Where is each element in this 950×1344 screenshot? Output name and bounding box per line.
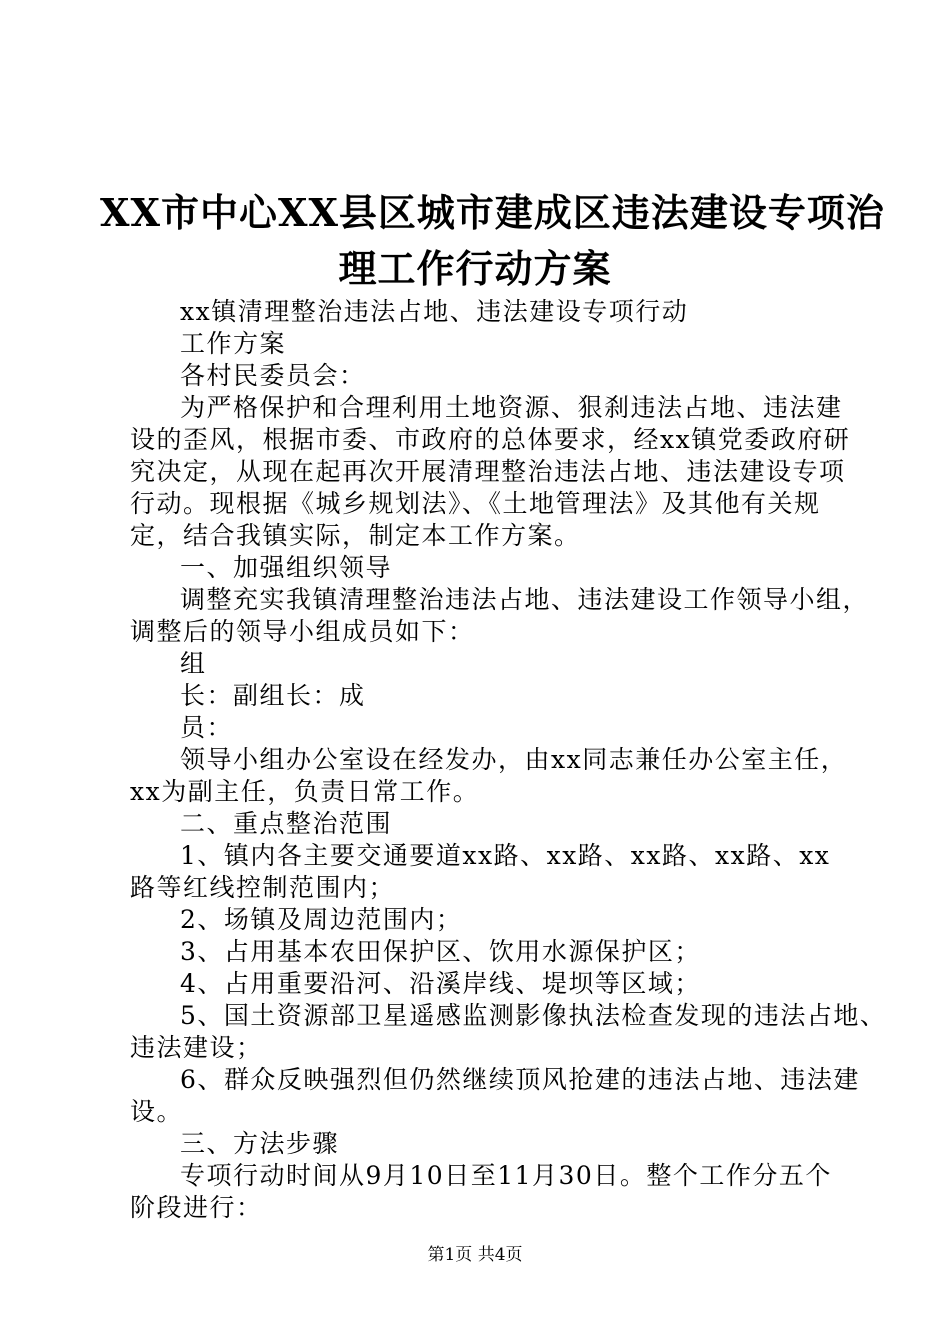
document-body [130,296,887,1224]
body-line: 长：副组长：成 [180,681,366,710]
list-item: 4、占用重要沿河、沿溪岸线、堤坝等区域； [180,969,701,998]
list-item: 3、占用基本农田保护区、饮用水源保护区； [180,937,701,966]
page-footer: 第1页 共4页 [427,1245,523,1265]
body-line: 领导小组办公室设在经发办，由xx同志兼任办公室主任， [180,745,848,774]
body-line: 究决定，从现在起再次开展清理整治违法占地、违法建设专项 [130,457,846,486]
document-title-line-2: 理工作行动方案 [338,246,612,291]
body-line: 工作方案 [180,329,287,358]
list-item: 5、国土资源部卫星遥感监测影像执法检查发现的违法占地、 [180,1001,887,1030]
list-item: 1、镇内各主要交通要道xx路、xx路、xx路、xx路、xx [180,841,831,870]
section-heading: 二、重点整治范围 [180,809,393,838]
section-heading: 三、方法步骤 [180,1129,340,1158]
list-item-continued: 设。 [130,1097,184,1126]
body-line: 各村民委员会： [180,361,366,390]
list-item-continued: 违法建设； [130,1033,263,1062]
list-item-continued: 路等红线控制范围内； [130,873,396,902]
body-line: xx为副主任，负责日常工作。 [130,777,480,806]
body-line: 为严格保护和合理利用土地资源、狠刹违法占地、违法建 [180,393,843,422]
body-line: 调整后的领导小组成员如下： [130,617,475,646]
body-line: 专项行动时间从9月10日至11月30日。整个工作分五个 [180,1161,832,1190]
body-line: 员： [180,713,234,742]
list-item: 6、群众反映强烈但仍然继续顶风抢建的违法占地、违法建 [180,1065,860,1094]
section-heading: 一、加强组织领导 [180,553,393,582]
list-item: 2、场镇及周边范围内； [180,905,463,934]
body-line: xx镇清理整治违法占地、违法建设专项行动 [180,297,689,326]
body-line: 阶段进行： [130,1193,263,1222]
body-line: 行动。现根据《城乡规划法》、《土地管理法》及其他有关规 [130,489,821,518]
body-line: 组 [180,649,207,678]
body-line: 定，结合我镇实际，制定本工作方案。 [130,521,581,550]
body-line: 设的歪风，根据市委、市政府的总体要求，经xx镇党委政府研 [130,425,851,454]
document-title-line-1: XX市中心XX县区城市建成区违法建设专项治 [100,190,885,235]
body-line: 调整充实我镇清理整治违法占地、违法建设工作领导小组， [180,585,870,614]
